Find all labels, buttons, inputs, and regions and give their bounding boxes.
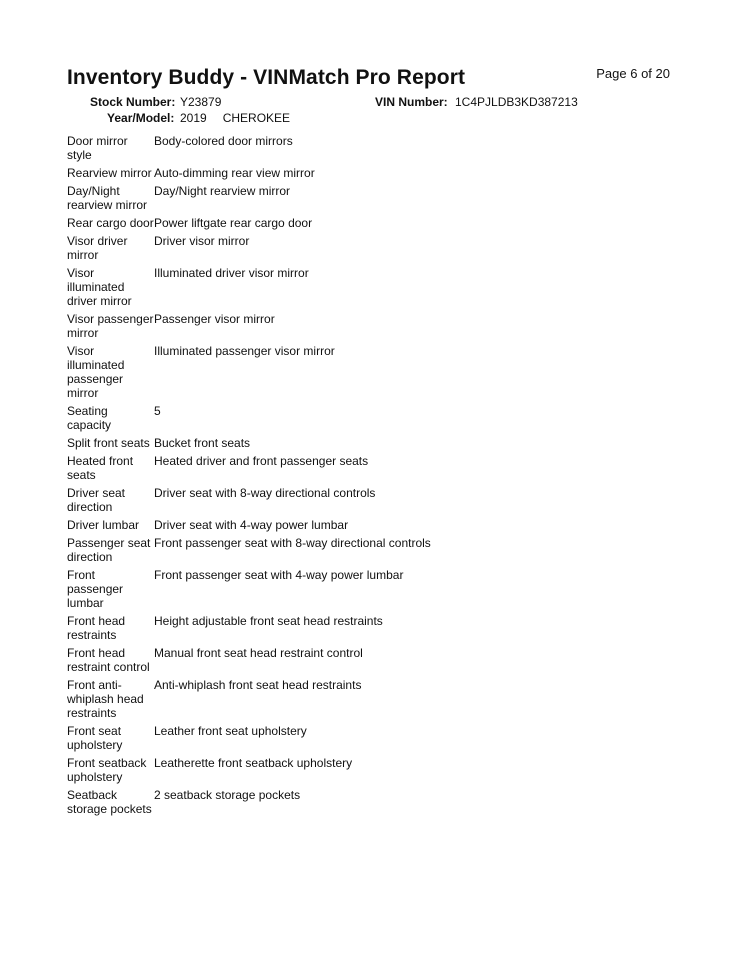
spec-row bbox=[67, 678, 587, 724]
spec-row bbox=[67, 216, 587, 234]
spec-row bbox=[67, 568, 587, 614]
spec-label: Rearview mirror bbox=[67, 166, 152, 180]
spec-row bbox=[67, 724, 587, 756]
spec-row bbox=[67, 234, 587, 266]
spec-row bbox=[67, 184, 587, 216]
spec-label: Seatback storage pockets bbox=[67, 788, 152, 816]
spec-row bbox=[67, 536, 587, 568]
spec-label: Rear cargo door bbox=[67, 216, 154, 230]
spec-value: Heated driver and front passenger seats bbox=[154, 454, 369, 468]
spec-label: Front head restraint control bbox=[67, 646, 150, 674]
spec-value: Height adjustable front seat head restraints bbox=[154, 614, 383, 628]
spec-label: Visor illuminated passenger mirror bbox=[67, 344, 125, 400]
spec-value: Anti-whiplash front seat head restraints bbox=[154, 678, 362, 692]
spec-row bbox=[67, 614, 587, 646]
spec-label: Driver seat direction bbox=[67, 486, 126, 514]
report-title: Inventory Buddy - VINMatch Pro Report bbox=[67, 66, 466, 89]
spec-label: Front head restraints bbox=[67, 614, 126, 642]
spec-value: Driver visor mirror bbox=[154, 234, 250, 248]
stock-number-row bbox=[90, 95, 221, 109]
spec-row bbox=[67, 518, 587, 536]
stock-number-value: Y23879 bbox=[180, 95, 222, 109]
spec-row bbox=[67, 454, 587, 486]
spec-label: Front seat upholstery bbox=[67, 724, 123, 752]
spec-value: Day/Night rearview mirror bbox=[154, 184, 291, 198]
spec-label: Front passenger lumbar bbox=[67, 568, 124, 610]
spec-value: Passenger visor mirror bbox=[154, 312, 275, 326]
spec-label: Day/Night rearview mirror bbox=[67, 184, 148, 212]
spec-value: Manual front seat head restraint control bbox=[154, 646, 363, 660]
spec-label: Heated front seats bbox=[67, 454, 134, 482]
spec-row bbox=[67, 404, 587, 436]
spec-value: Driver seat with 4-way power lumbar bbox=[154, 518, 349, 532]
spec-label: Visor illuminated driver mirror bbox=[67, 266, 132, 308]
year-model-row bbox=[107, 111, 290, 125]
spec-list bbox=[67, 134, 587, 820]
spec-value: Body-colored door mirrors bbox=[154, 134, 293, 148]
spec-row bbox=[67, 134, 587, 166]
spec-value: Bucket front seats bbox=[154, 436, 251, 450]
spec-row bbox=[67, 312, 587, 344]
spec-value: Power liftgate rear cargo door bbox=[154, 216, 313, 230]
spec-value: 5 bbox=[154, 404, 161, 418]
spec-label: Visor driver mirror bbox=[67, 234, 128, 262]
spec-row bbox=[67, 756, 587, 788]
page-number: Page 6 of 20 bbox=[596, 66, 670, 81]
spec-label: Split front seats bbox=[67, 436, 150, 450]
spec-value: Front passenger seat with 4-way power lumbar bbox=[154, 568, 404, 582]
spec-value: Auto-dimming rear view mirror bbox=[154, 166, 315, 180]
spec-label: Door mirror style bbox=[67, 134, 128, 162]
spec-value: Driver seat with 8-way directional controls bbox=[154, 486, 376, 500]
spec-row bbox=[67, 436, 587, 454]
spec-value: Leather front seat upholstery bbox=[154, 724, 307, 738]
year-model-label: Year/Model: bbox=[107, 111, 175, 125]
vin-number-row bbox=[375, 95, 578, 109]
spec-value: Illuminated driver visor mirror bbox=[154, 266, 309, 280]
model-value: CHEROKEE bbox=[222, 111, 291, 125]
spec-row bbox=[67, 344, 587, 404]
spec-row bbox=[67, 646, 587, 678]
spec-value: Leatherette front seatback upholstery bbox=[154, 756, 353, 770]
spec-row bbox=[67, 788, 587, 820]
spec-label: Front seatback upholstery bbox=[67, 756, 147, 784]
spec-row bbox=[67, 166, 587, 184]
spec-value: Front passenger seat with 8-way directional controls bbox=[154, 536, 431, 550]
vin-number-value: 1C4PJLDB3KD387213 bbox=[455, 95, 578, 109]
spec-value: Illuminated passenger visor mirror bbox=[154, 344, 335, 358]
vin-number-label: VIN Number: bbox=[375, 95, 448, 109]
spec-row bbox=[67, 486, 587, 518]
spec-label: Front anti-whiplash head restraints bbox=[67, 678, 144, 720]
spec-label: Driver lumbar bbox=[67, 518, 140, 532]
spec-row bbox=[67, 266, 587, 312]
spec-label: Visor passenger mirror bbox=[67, 312, 154, 340]
stock-number-label: Stock Number: bbox=[90, 95, 176, 109]
spec-value: 2 seatback storage pockets bbox=[154, 788, 301, 802]
year-value: 2019 bbox=[180, 111, 207, 125]
spec-label: Seating capacity bbox=[67, 404, 112, 432]
spec-label: Passenger seat direction bbox=[67, 536, 151, 564]
